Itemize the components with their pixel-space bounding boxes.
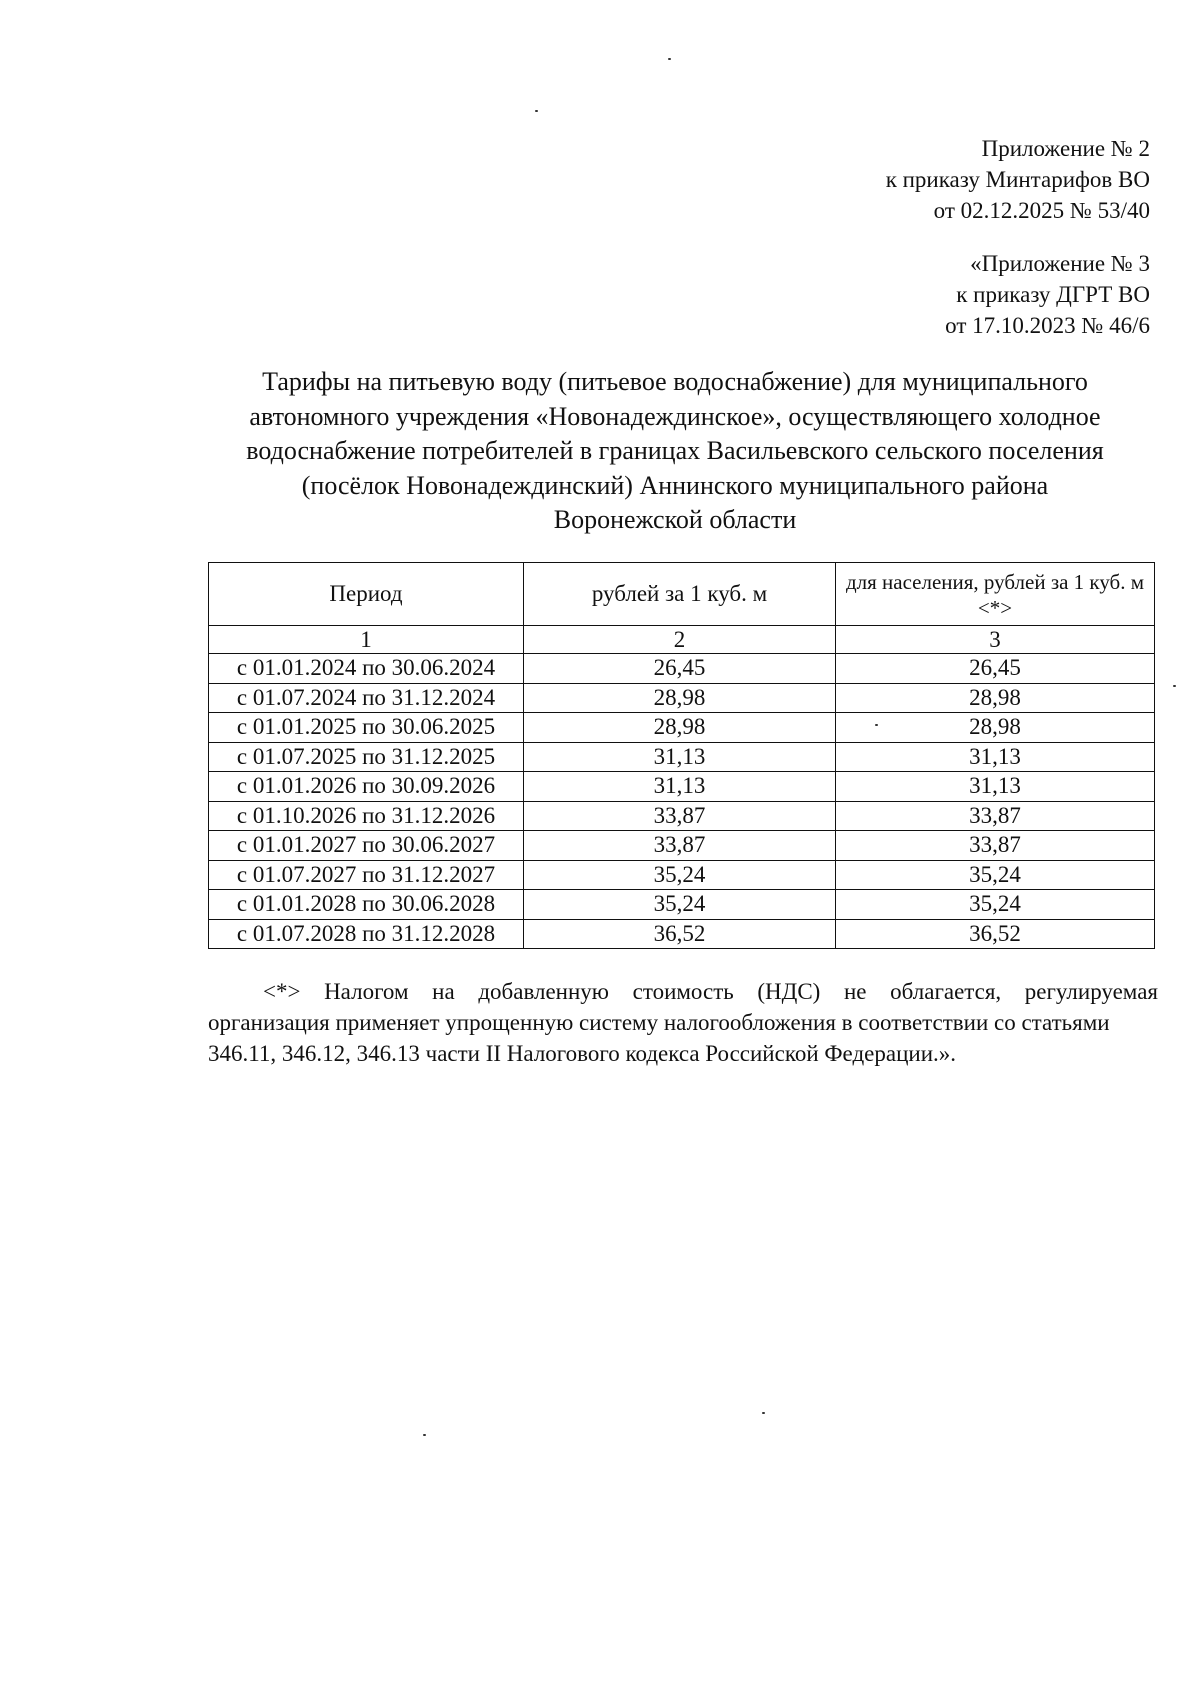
- population-tariff-cell: 33,87: [836, 831, 1155, 861]
- table-row: [209, 801, 1155, 831]
- tariff-cell: 35,24: [524, 860, 836, 890]
- tariff-cell: 35,24: [524, 890, 836, 920]
- table-row: [209, 683, 1155, 713]
- appendix-order-ref: к приказу ДГРТ ВО: [956, 282, 1150, 307]
- population-tariff-cell: 31,13: [836, 772, 1155, 802]
- population-tariff-cell: 35,24: [836, 860, 1155, 890]
- scan-speck: [762, 1412, 765, 1414]
- period-cell: с 01.07.2027 по 31.12.2027: [209, 860, 524, 890]
- period-cell: с 01.01.2024 по 30.06.2024: [209, 654, 524, 684]
- population-tariff-cell: 33,87: [836, 801, 1155, 831]
- tariff-cell: 31,13: [524, 742, 836, 772]
- title-line: автономного учреждения «Новонадеждинское», осуществляющего холодное: [249, 401, 1101, 431]
- period-cell: с 01.10.2026 по 31.12.2026: [209, 801, 524, 831]
- scan-speck: [535, 110, 538, 112]
- appendix-number: «Приложение № 3: [970, 251, 1150, 276]
- footnote: [208, 976, 1158, 1069]
- period-cell: с 01.01.2028 по 30.06.2028: [209, 890, 524, 920]
- period-cell: с 01.01.2027 по 30.06.2027: [209, 831, 524, 861]
- tariff-cell: 28,98: [524, 713, 836, 743]
- population-tariff-cell: 31,13: [836, 742, 1155, 772]
- column-number: 1: [209, 626, 524, 654]
- tariff-table: [208, 562, 1155, 949]
- table-row: [209, 831, 1155, 861]
- appendix-number: Приложение № 2: [981, 136, 1150, 161]
- population-tariff-cell: 26,45: [836, 654, 1155, 684]
- period-cell: с 01.07.2028 по 31.12.2028: [209, 919, 524, 949]
- footnote-line: 346.11, 346.12, 346.13 части II Налогового кодекса Российской Федерации.».: [208, 1041, 957, 1066]
- title-line: Тарифы на питьевую воду (питьевое водоснабжение) для муниципального: [262, 367, 1088, 396]
- table-row: [209, 919, 1155, 949]
- footnote-line: <*> Налогом на добавленную стоимость (НДС) не облагается, регулируемая: [263, 979, 1158, 1004]
- table-row: [209, 742, 1155, 772]
- appendix-header-previous: [945, 248, 1150, 341]
- tariff-cell: 33,87: [524, 801, 836, 831]
- document-title: [190, 365, 1160, 538]
- appendix-order-date: от 02.12.2025 № 53/40: [933, 198, 1150, 223]
- header-rub-per-m3: рублей за 1 куб. м: [524, 563, 836, 626]
- appendix-order-date: от 17.10.2023 № 46/6: [945, 313, 1150, 338]
- footnote-line: организация применяет упрощенную систему налогообложения в соответствии со статьями: [208, 1010, 1110, 1035]
- appendix-header-current: [886, 133, 1150, 226]
- population-tariff-cell: 35,24: [836, 890, 1155, 920]
- title-line: водоснабжение потребителей в границах Васильевского сельского поселения: [246, 436, 1104, 465]
- tariff-cell: 31,13: [524, 772, 836, 802]
- table-row: [209, 713, 1155, 743]
- column-number-row: [209, 626, 1155, 654]
- tariff-cell: 36,52: [524, 919, 836, 949]
- period-cell: с 01.01.2026 по 30.09.2026: [209, 772, 524, 802]
- appendix-order-ref: к приказу Минтарифов ВО: [885, 167, 1150, 192]
- table-row: [209, 860, 1155, 890]
- scan-speck: [1173, 685, 1176, 687]
- title-line: Воронежской области: [553, 505, 797, 534]
- tariff-cell: 33,87: [524, 831, 836, 861]
- population-tariff-cell: 36,52: [836, 919, 1155, 949]
- table-header-row: [209, 563, 1155, 626]
- column-number: 3: [836, 626, 1155, 654]
- scan-speck: [423, 1434, 426, 1436]
- period-cell: с 01.07.2025 по 31.12.2025: [209, 742, 524, 772]
- header-period: Период: [209, 563, 524, 626]
- table-row: [209, 890, 1155, 920]
- tariff-cell: 28,98: [524, 683, 836, 713]
- header-population-rub-per-m3: для населения, рублей за 1 куб. м <*>: [836, 563, 1155, 626]
- period-cell: с 01.07.2024 по 31.12.2024: [209, 683, 524, 713]
- population-tariff-cell: 28,98: [836, 683, 1155, 713]
- tariff-cell: 26,45: [524, 654, 836, 684]
- table-row: [209, 654, 1155, 684]
- table-row: [209, 772, 1155, 802]
- period-cell: с 01.01.2025 по 30.06.2025: [209, 713, 524, 743]
- population-tariff-cell: 28,98: [836, 713, 1155, 743]
- title-line: (посёлок Новонадеждинский) Аннинского муниципального района: [301, 470, 1049, 500]
- column-number: 2: [524, 626, 836, 654]
- scan-speck: [668, 58, 671, 60]
